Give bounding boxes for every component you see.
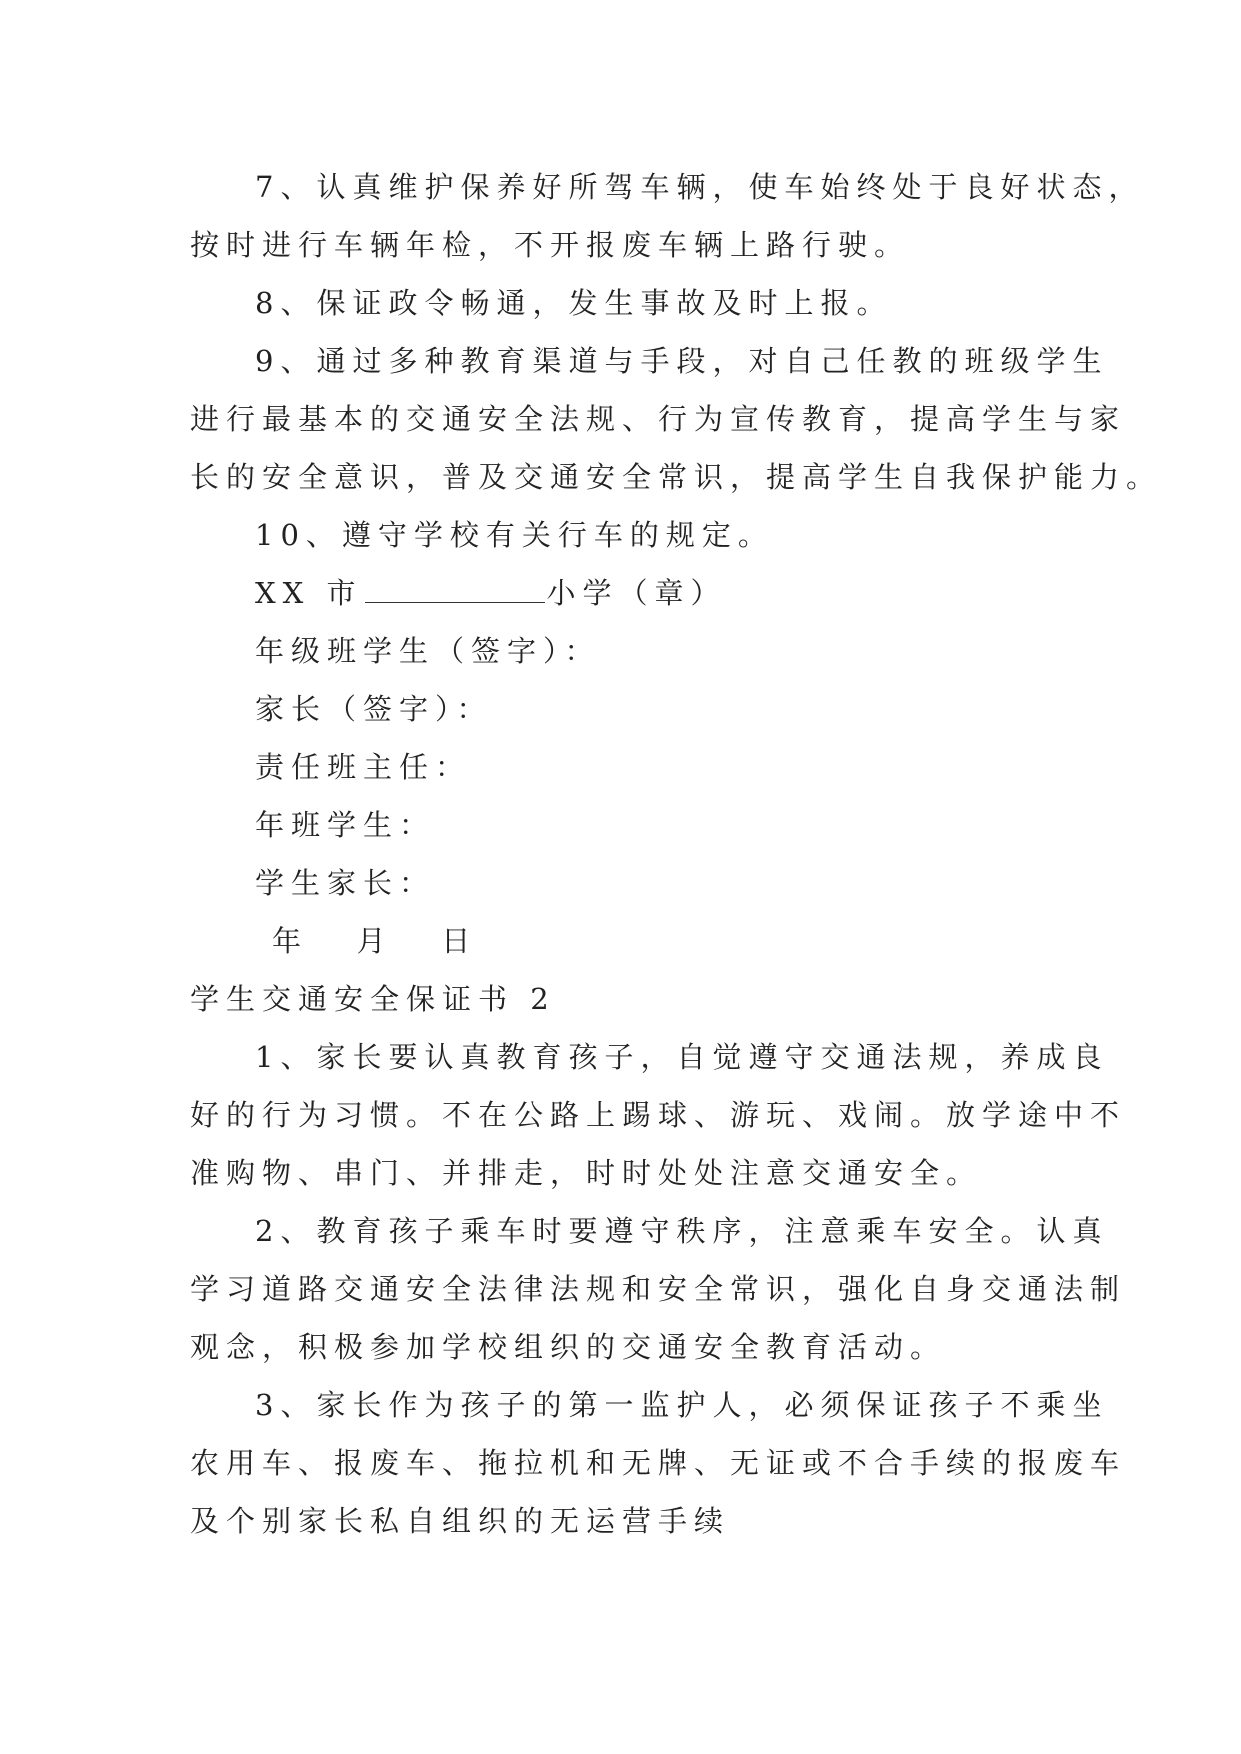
parent-signature: 家长（签字）：: [255, 692, 493, 726]
s2-para-2-line-1: 2、教育孩子乘车时要遵守秩序，注意乘车安全。认真: [255, 1214, 1109, 1248]
para-9-line-3: 长的安全意识，普及交通安全常识，提高学生自我保护能力。: [190, 460, 1163, 494]
s2-para-1-line-3: 准购物、串门、并排走，时时处处注意交通安全。: [190, 1156, 983, 1190]
s2-para-2-line-2: 学习道路交通安全法律法规和安全常识，强化自身交通法制: [190, 1272, 1127, 1306]
para-7-line-2: 按时进行车辆年检，不开报废车辆上路行驶。: [190, 228, 911, 262]
school-seal-line: [255, 576, 727, 610]
s2-para-3-line-3: 及个别家长私自组织的无运营手续: [190, 1504, 731, 1538]
date-line: 年 月 日: [272, 924, 478, 958]
school-suffix: 小学（章）: [546, 576, 727, 610]
grade-class-student-signature: 年级班学生（签字）：: [255, 634, 601, 668]
para-7-line-1: 7、认真维护保养好所驾车辆，使车始终处于良好状态，: [255, 170, 1145, 204]
para-9-line-2: 进行最基本的交通安全法规、行为宣传教育，提高学生与家: [190, 402, 1127, 436]
para-10: 10、遵守学校有关行车的规定。: [255, 518, 774, 552]
section-2-title: 学生交通安全保证书 2: [190, 982, 556, 1016]
s2-para-2-line-3: 观念，积极参加学校组织的交通安全教育活动。: [190, 1330, 947, 1364]
s2-para-3-line-2: 农用车、报废车、拖拉机和无牌、无证或不合手续的报废车: [190, 1446, 1127, 1480]
class-student-signature: 年班学生：: [255, 808, 436, 842]
school-name-blank: [365, 580, 545, 603]
para-9-line-1: 9、通过多种教育渠道与手段，对自己任教的班级学生: [255, 344, 1109, 378]
s2-para-1-line-2: 好的行为习惯。不在公路上踢球、游玩、戏闹。放学途中不: [190, 1098, 1127, 1132]
school-prefix: XX 市: [255, 576, 363, 610]
head-teacher-signature: 责任班主任：: [255, 750, 472, 784]
s2-para-1-line-1: 1、家长要认真教育孩子，自觉遵守交通法规，养成良: [255, 1040, 1109, 1074]
student-parent-signature: 学生家长：: [255, 866, 436, 900]
s2-para-3-line-1: 3、家长作为孩子的第一监护人，必须保证孩子不乘坐: [255, 1388, 1109, 1422]
para-8: 8、保证政令畅通，发生事故及时上报。: [255, 286, 893, 320]
